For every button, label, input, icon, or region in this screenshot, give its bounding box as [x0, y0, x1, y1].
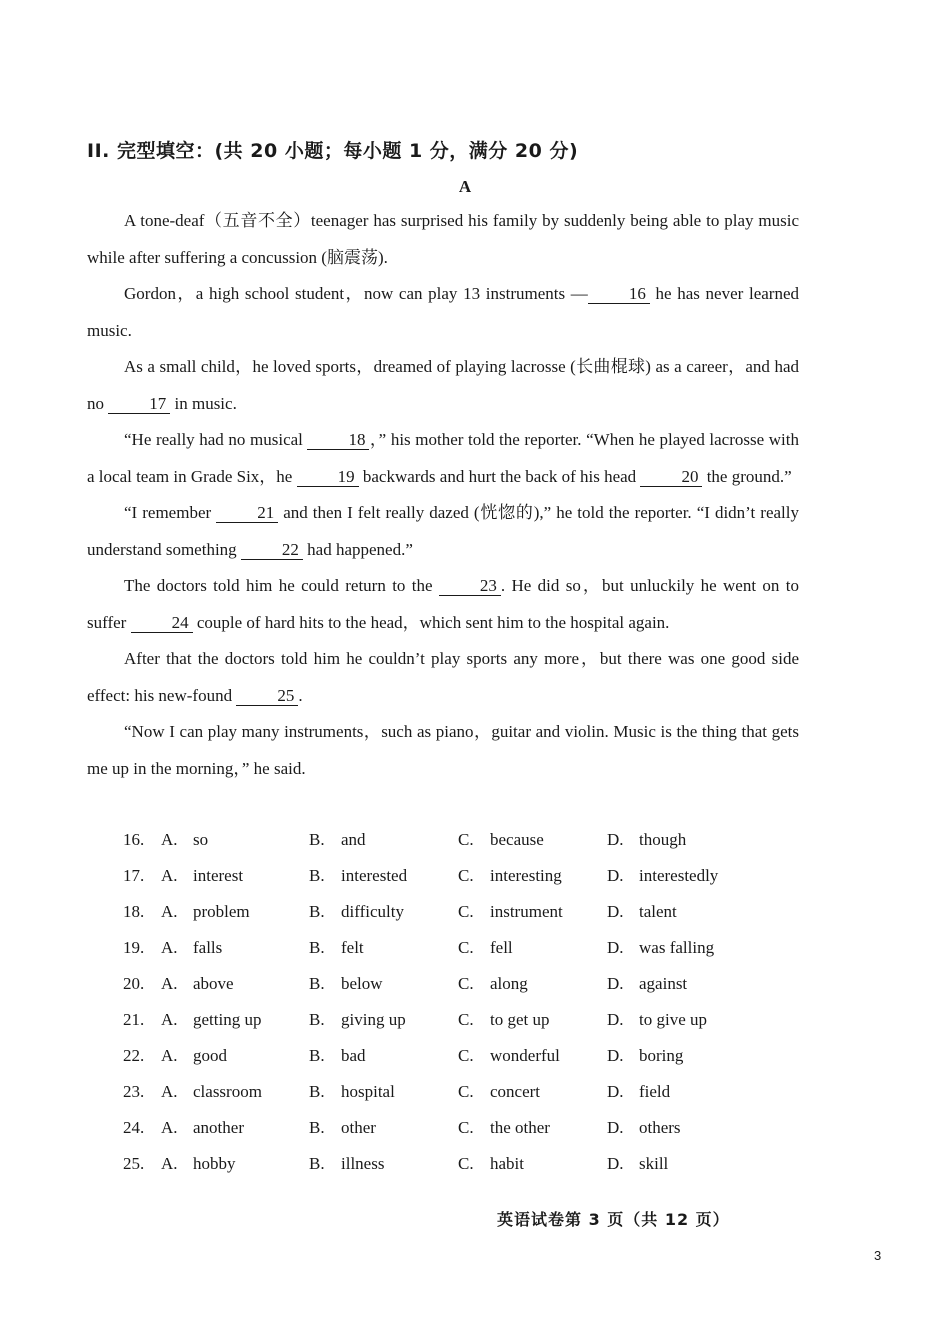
option-text: giving up: [341, 1010, 406, 1029]
option-text: so: [193, 830, 209, 849]
option-text: was falling: [639, 938, 715, 957]
option-text: problem: [193, 902, 250, 921]
option-text: good: [193, 1046, 227, 1065]
blank-23: 23: [439, 577, 501, 596]
option-a: [161, 1046, 309, 1066]
blank-17: 17: [108, 395, 170, 414]
option-d: [607, 902, 777, 922]
paragraph-text: “I remember: [124, 503, 217, 522]
option-text: difficulty: [341, 902, 404, 921]
option-d: [607, 866, 777, 886]
option-letter: D.: [607, 1082, 624, 1101]
option-b: [309, 1118, 458, 1138]
option-c: [458, 1082, 607, 1102]
option-text: felt: [341, 938, 364, 957]
option-a: [161, 1082, 309, 1102]
option-letter: A.: [161, 1118, 178, 1137]
option-text: field: [639, 1082, 671, 1101]
option-letter: C.: [458, 974, 474, 993]
option-letter: A.: [161, 830, 178, 849]
option-a: [161, 866, 309, 886]
option-a: [161, 938, 309, 958]
option-b: [309, 1046, 458, 1066]
option-d: [607, 830, 777, 850]
option-b: [309, 1154, 458, 1174]
option-row: [123, 858, 803, 894]
option-text: getting up: [193, 1010, 262, 1029]
option-row: [123, 1074, 803, 1110]
option-letter: C.: [458, 902, 474, 921]
paragraph-text: backwards and hurt the back of his head: [358, 466, 641, 486]
option-c: [458, 866, 607, 886]
option-letter: B.: [309, 830, 325, 849]
option-c: [458, 830, 607, 850]
option-c: [458, 974, 607, 994]
option-d: [607, 1046, 777, 1066]
option-letter: D.: [607, 1046, 624, 1065]
paragraph-text: “Now I can play many instruments，such as piano，guitar and violin. Music is the thing that gets me up in the morning，” he said.: [87, 722, 799, 778]
section-title: II. 完型填空：(共 20 小题；每小题 1 分，满分 20 分): [87, 140, 579, 162]
paragraph-text: The doctors told him he could return to the: [124, 576, 439, 595]
question-number: 22.: [123, 1046, 145, 1065]
option-letter: A.: [161, 974, 178, 993]
option-b: [309, 866, 458, 886]
option-row: [123, 1002, 803, 1038]
question-number: 19.: [123, 938, 145, 957]
question-number: 16.: [123, 830, 145, 849]
option-letter: A.: [161, 1082, 178, 1101]
option-a: [161, 902, 309, 922]
option-d: [607, 1010, 777, 1030]
option-text: falls: [193, 938, 223, 957]
option-text: hospital: [341, 1082, 395, 1101]
blank-22: 22: [241, 541, 303, 560]
option-text: fell: [490, 938, 513, 957]
option-letter: C.: [458, 1082, 474, 1101]
paragraph-text: couple of hard hits to the head，which sent him to the hospital again.: [192, 612, 670, 632]
option-c: [458, 902, 607, 922]
option-letter: A.: [161, 1154, 178, 1173]
blank-20: 20: [640, 468, 702, 487]
paragraph-7: [87, 641, 799, 714]
option-row: [123, 1146, 803, 1182]
question-number: 23.: [123, 1082, 145, 1101]
option-d: [607, 1154, 777, 1174]
blank-18: 18: [307, 431, 369, 450]
paragraph-text: he has never learned music.: [87, 284, 800, 340]
blank-19: 19: [297, 468, 359, 487]
option-text: another: [193, 1118, 244, 1137]
option-row: [123, 966, 803, 1002]
question-number: 17.: [123, 866, 145, 885]
paragraph-text: ，” his mother told the reporter. “When he played lacrosse with a local team in Grade Six，he: [87, 430, 799, 486]
option-text: classroom: [193, 1082, 262, 1101]
option-letter: A.: [161, 902, 178, 921]
option-letter: B.: [309, 938, 325, 957]
blank-24: 24: [131, 614, 193, 633]
option-text: interest: [193, 866, 244, 885]
page-number: 3: [874, 1248, 882, 1263]
paragraph-text: in music.: [170, 393, 237, 413]
option-letter: B.: [309, 1082, 325, 1101]
option-text: wonderful: [490, 1046, 560, 1065]
paragraph-text: “He really had no musical: [124, 430, 308, 449]
option-text: concert: [490, 1082, 541, 1101]
option-row: [123, 894, 803, 930]
option-row: [123, 1110, 803, 1146]
blank-16: 16: [588, 285, 650, 304]
option-d: [607, 974, 777, 994]
option-letter: C.: [458, 1154, 474, 1173]
option-letter: C.: [458, 938, 474, 957]
option-letter: D.: [607, 902, 624, 921]
option-letter: C.: [458, 1118, 474, 1137]
option-b: [309, 974, 458, 994]
option-a: [161, 1118, 309, 1138]
option-c: [458, 1118, 607, 1138]
option-c: [458, 938, 607, 958]
paragraph-text: the ground.”: [702, 466, 792, 486]
option-b: [309, 902, 458, 922]
option-letter: D.: [607, 866, 624, 885]
option-text: interestedly: [639, 866, 719, 885]
option-text: though: [639, 830, 687, 849]
question-number: 21.: [123, 1010, 145, 1029]
option-text: to get up: [490, 1010, 550, 1029]
option-letter: A.: [161, 1010, 178, 1029]
option-letter: C.: [458, 830, 474, 849]
option-text: and: [341, 830, 366, 849]
paragraph-text: had happened.”: [302, 539, 413, 559]
paragraph-6: [87, 568, 799, 641]
option-text: other: [341, 1118, 376, 1137]
option-letter: B.: [309, 902, 325, 921]
paragraph-1: [87, 203, 799, 276]
option-letter: A.: [161, 1046, 178, 1065]
option-a: [161, 974, 309, 994]
option-text: the other: [490, 1118, 550, 1137]
option-b: [309, 938, 458, 958]
option-c: [458, 1010, 607, 1030]
paragraph-text: After that the doctors told him he couldn’t play sports any more，but there was one good side effect: his new-found: [87, 649, 799, 705]
question-number: 20.: [123, 974, 145, 993]
blank-21: 21: [216, 504, 278, 523]
option-d: [607, 938, 777, 958]
paragraph-4: [87, 422, 799, 495]
part-letter: A: [458, 177, 472, 196]
option-letter: B.: [309, 1010, 325, 1029]
option-b: [309, 830, 458, 850]
option-a: [161, 830, 309, 850]
option-text: along: [490, 974, 528, 993]
option-text: hobby: [193, 1154, 236, 1173]
option-d: [607, 1118, 777, 1138]
blank-25: 25: [236, 687, 298, 706]
option-letter: C.: [458, 1010, 474, 1029]
option-letter: A.: [161, 938, 178, 957]
option-letter: D.: [607, 1154, 624, 1173]
option-letter: D.: [607, 974, 624, 993]
option-text: skill: [639, 1154, 669, 1173]
option-letter: D.: [607, 1118, 624, 1137]
option-text: to give up: [639, 1010, 707, 1029]
page-footer: 英语试卷第 3 页（共 12 页）: [497, 1210, 730, 1229]
option-letter: D.: [607, 938, 624, 957]
option-text: habit: [490, 1154, 524, 1173]
paragraph-text: Gordon，a high school student，now can play 13 instruments —: [124, 284, 588, 303]
option-letter: B.: [309, 1046, 325, 1065]
paragraph-text: As a small child，he loved sports，dreamed of playing lacrosse (长曲棍球) as a career，and had no: [87, 357, 799, 413]
paragraph-text: A tone-deaf（五音不全）teenager has surprised his family by suddenly being able to play music while after suffering a concussion (脑震荡).: [87, 211, 799, 267]
option-letter: D.: [607, 830, 624, 849]
option-row: [123, 1038, 803, 1074]
option-text: illness: [341, 1154, 385, 1173]
option-a: [161, 1154, 309, 1174]
option-text: interested: [341, 866, 408, 885]
option-letter: B.: [309, 1154, 325, 1173]
option-text: talent: [639, 902, 677, 921]
option-letter: B.: [309, 866, 325, 885]
paragraph-2: [87, 276, 799, 349]
paragraph-3: [87, 349, 799, 422]
question-number: 18.: [123, 902, 145, 921]
option-letter: B.: [309, 1118, 325, 1137]
option-text: below: [341, 974, 383, 993]
option-letter: C.: [458, 1046, 474, 1065]
option-row: [123, 930, 803, 966]
option-b: [309, 1082, 458, 1102]
option-c: [458, 1154, 607, 1174]
option-b: [309, 1010, 458, 1030]
paragraph-text: and then I felt really dazed (恍惚的),” he told the reporter. “I didn’t really understand something: [87, 503, 799, 559]
paragraph-8: [87, 714, 799, 787]
option-letter: A.: [161, 866, 178, 885]
option-letter: D.: [607, 1010, 624, 1029]
option-text: instrument: [490, 902, 563, 921]
option-text: above: [193, 974, 234, 993]
answer-options: [123, 822, 803, 1182]
option-d: [607, 1082, 777, 1102]
paragraph-text: .: [298, 685, 303, 705]
reading-passage: [87, 203, 799, 787]
option-a: [161, 1010, 309, 1030]
question-number: 25.: [123, 1154, 145, 1173]
option-text: others: [639, 1118, 681, 1137]
option-letter: B.: [309, 974, 325, 993]
option-c: [458, 1046, 607, 1066]
question-number: 24.: [123, 1118, 145, 1137]
option-text: interesting: [490, 866, 562, 885]
option-text: because: [490, 830, 544, 849]
option-text: bad: [341, 1046, 366, 1065]
option-letter: C.: [458, 866, 474, 885]
paragraph-5: [87, 495, 799, 568]
option-row: [123, 822, 803, 858]
option-text: boring: [639, 1046, 684, 1065]
option-text: against: [639, 974, 688, 993]
paragraph-text: . He did so，but unluckily he went on to suffer: [87, 576, 799, 632]
